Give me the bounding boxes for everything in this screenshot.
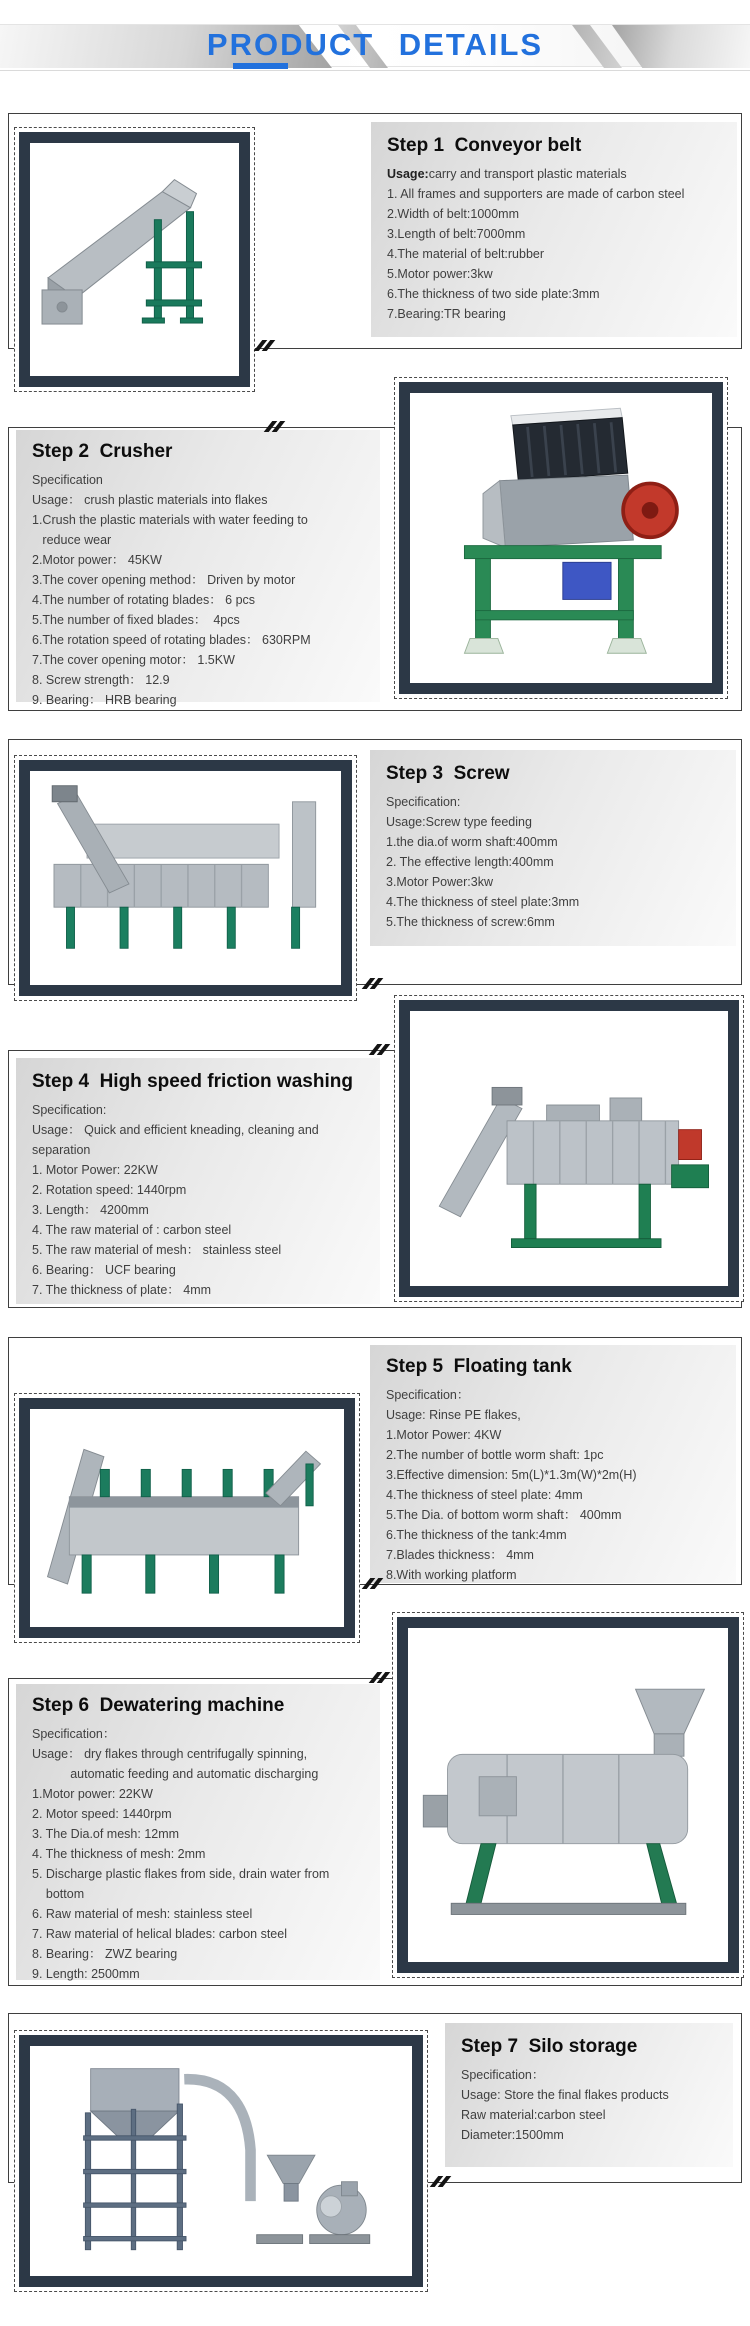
spec-line: 9. Bearing： HRB bearing — [32, 693, 177, 707]
spec-line: Specification: — [32, 1103, 107, 1117]
step-3-image-frame — [19, 760, 352, 996]
spec-line: 6. Bearing： UCF bearing — [32, 1263, 176, 1277]
spec-line: 2.Width of belt:1000mm — [387, 207, 520, 221]
spec-line: 5. The raw material of mesh： stainless steel — [32, 1243, 282, 1257]
corner-slash-decoration — [371, 1044, 393, 1055]
spec-line: 4.The thickness of steel plate: 4mm — [386, 1488, 583, 1502]
step-5-image-frame — [19, 1398, 355, 1638]
step-1-title: Step 1 Conveyor belt — [387, 135, 582, 156]
screw-feeder-illustration — [36, 775, 335, 980]
tank-legs — [82, 1555, 284, 1593]
silo-frame-tower — [83, 2104, 185, 2250]
spec-line: 7.Blades thickness： 4mm — [386, 1548, 534, 1562]
step-1-image-box — [14, 127, 255, 392]
spec-line: Usage： dry flakes through centrifugally spinning, — [32, 1747, 308, 1761]
spec-line: separation — [32, 1143, 91, 1157]
step-5-spec-lines — [386, 1385, 730, 1585]
spec-line: 3.The cover opening method： Driven by motor — [32, 573, 296, 587]
step-7-title: Step 7 Silo storage — [461, 2036, 638, 2057]
corner-slash-decoration — [364, 978, 386, 989]
step-4-spec-panel — [16, 1058, 380, 1304]
spec-line: 2.The number of bottle worm shaft: 1pc — [386, 1448, 604, 1462]
dewatering-machine-illustration — [414, 1635, 721, 1956]
spec-line: Usage:carry and transport plastic materials — [387, 167, 627, 181]
dewater-stand — [467, 1843, 677, 1903]
step-3-title: Step 3 Screw — [386, 763, 510, 784]
step-2-title: Step 2 Crusher — [32, 441, 173, 462]
silo-bin — [90, 2068, 178, 2110]
step-2-spec-lines — [32, 470, 374, 710]
spec-line: 7. Raw material of helical blades: carbon steel — [32, 1927, 287, 1941]
spec-line: 7. The thickness of plate： 4mm — [32, 1283, 212, 1297]
spec-line: Specification — [32, 473, 103, 487]
step-4-image-frame — [399, 1000, 739, 1297]
silo-pipe — [184, 2079, 250, 2201]
corner-slash-decoration — [266, 421, 288, 432]
spec-line: Specification： — [461, 2068, 545, 2082]
spec-line: 1.Motor power: 22KW — [32, 1787, 153, 1801]
spec-line: 6.The rotation speed of rotating blades： 630RPM — [32, 633, 311, 647]
spec-line: Specification： — [32, 1727, 116, 1741]
spec-line: 3.Motor Power:3kw — [386, 875, 493, 889]
crusher-hydraulic-box — [563, 562, 611, 599]
spec-line: 5.The number of fixed blades： 4pcs — [32, 613, 240, 627]
silo-funnel — [267, 2155, 315, 2183]
step-5-title: Step 5 Floating tank — [386, 1356, 572, 1377]
spec-line: 3.Effective dimension: 5m(L)*1.3m(W)*2m(H) — [386, 1468, 637, 1482]
step-4-title: Step 4 High speed friction washing — [32, 1071, 353, 1092]
step-3-spec-panel — [370, 750, 736, 946]
tank-brackets — [101, 1470, 274, 1497]
spec-line: 1.Motor Power: 4KW — [386, 1428, 502, 1442]
spec-line: 6.The thickness of the tank:4mm — [386, 1528, 567, 1542]
dewater-hopper — [636, 1689, 705, 1734]
step-4-spec-lines — [32, 1100, 374, 1300]
spec-line: reduce wear — [32, 533, 112, 547]
corner-slash-decoration — [256, 340, 278, 351]
spec-line: 9. Length: 2500mm — [32, 1967, 140, 1981]
friction-washer-illustration — [416, 1017, 721, 1281]
spec-line: 4.The thickness of steel plate:3mm — [386, 895, 580, 909]
spec-line: 8. Bearing： ZWZ bearing — [32, 1947, 178, 1961]
spec-line: Diameter:1500mm — [461, 2128, 564, 2142]
spec-line: Usage:Screw type feeding — [386, 815, 532, 829]
step-1-image-frame — [19, 132, 250, 387]
corner-slash-decoration — [364, 1578, 386, 1589]
step-7-image-frame — [19, 2035, 423, 2287]
step-6-image-frame — [397, 1617, 739, 1973]
crusher-illustration — [416, 399, 706, 677]
step-6-title: Step 6 Dewatering machine — [32, 1695, 285, 1716]
spec-line: Specification： — [386, 1388, 470, 1402]
step-5-spec-panel — [370, 1345, 736, 1583]
step-5-image-box — [14, 1393, 360, 1643]
step-2-image-box — [394, 377, 728, 699]
spec-line: 4. The thickness of mesh: 2mm — [32, 1847, 206, 1861]
spec-line: 2. Motor speed: 1440rpm — [32, 1807, 172, 1821]
spec-line: 4.The number of rotating blades： 6 pcs — [32, 593, 256, 607]
corner-slash-decoration — [432, 2176, 454, 2187]
step-7-spec-lines — [461, 2065, 727, 2145]
step-3-spec-lines — [386, 792, 730, 932]
header-divider — [0, 70, 750, 71]
step-3-image-box — [14, 755, 357, 1001]
spec-line: 2. Rotation speed: 1440rpm — [32, 1183, 187, 1197]
spec-line: Raw material:carbon steel — [461, 2108, 606, 2122]
spec-line: 7.The cover opening motor： 1.5KW — [32, 653, 235, 667]
spec-line: 2.Motor power： 45KW — [32, 553, 162, 567]
spec-line: 1.the dia.of worm shaft:400mm — [386, 835, 558, 849]
step-6-spec-lines — [32, 1724, 374, 1984]
step-1-spec-panel — [371, 122, 737, 337]
spec-line: automatic feeding and automatic discharging — [32, 1767, 319, 1781]
spec-line: 5.The thickness of screw:6mm — [386, 915, 555, 929]
step-6-spec-panel — [16, 1684, 380, 1980]
step-1-spec-lines — [387, 164, 731, 324]
spec-line: Usage: Store the final flakes products — [461, 2088, 669, 2102]
silo-storage-illustration — [38, 2051, 405, 2272]
washer-stand — [512, 1184, 662, 1247]
spec-line: bottom — [32, 1887, 85, 1901]
spec-line: 5.The Dia. of bottom worm shaft： 400mm — [386, 1508, 622, 1522]
spec-line: 1.Crush the plastic materials with water feeding to — [32, 513, 308, 527]
spec-line: 4. The raw material of : carbon steel — [32, 1223, 232, 1237]
spec-line: 5. Discharge plastic flakes from side, drain water from — [32, 1867, 330, 1881]
floating-tank-illustration — [36, 1413, 337, 1622]
spec-line: 7.Bearing:TR bearing — [387, 307, 506, 321]
corner-slash-decoration — [371, 1672, 393, 1683]
spec-line: 8. Screw strength： 12.9 — [32, 673, 170, 687]
spec-line: 6. Raw material of mesh: stainless steel — [32, 1907, 253, 1921]
spec-line: 3. Length： 4200mm — [32, 1203, 149, 1217]
step-6-image-box — [392, 1612, 744, 1978]
spec-line: 1. Motor Power: 22KW — [32, 1163, 158, 1177]
step-2-image-frame — [399, 382, 723, 694]
dewater-motor — [424, 1795, 448, 1827]
washer-motor — [679, 1129, 702, 1159]
screw-stand — [67, 907, 300, 948]
spec-line: 5.Motor power:3kw — [387, 267, 493, 281]
spec-line: 3. The Dia.of mesh: 12mm — [32, 1827, 180, 1841]
title-underline — [233, 63, 288, 69]
conveyor-belt-illustration — [34, 148, 235, 372]
spec-line: 2. The effective length:400mm — [386, 855, 554, 869]
spec-line: Usage: Rinse PE flakes, — [386, 1408, 521, 1422]
spec-line: 6.The thickness of two side plate:3mm — [387, 287, 600, 301]
spec-line: 3.Length of belt:7000mm — [387, 227, 526, 241]
spec-line: 4.The material of belt:rubber — [387, 247, 545, 261]
spec-line: Usage： crush plastic materials into flakes — [32, 493, 268, 507]
spec-line: Specification: — [386, 795, 461, 809]
step-7-spec-panel — [445, 2023, 733, 2167]
crusher-body — [500, 475, 634, 547]
page-title: PRODUCT DETAILS — [206, 27, 544, 62]
spec-line: Usage： Quick and efficient kneading, cleaning and — [32, 1123, 319, 1137]
step-4-image-box — [394, 995, 744, 1302]
spec-line: 8.With working platform — [386, 1568, 517, 1582]
step-7-image-box — [14, 2030, 428, 2292]
step-2-spec-panel — [16, 430, 380, 707]
spec-line: 1. All frames and supporters are made of carbon steel — [387, 187, 685, 201]
